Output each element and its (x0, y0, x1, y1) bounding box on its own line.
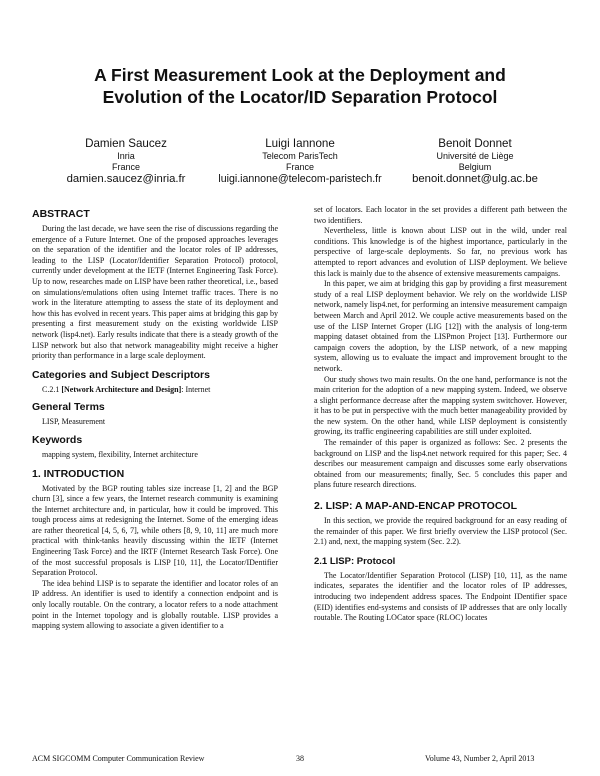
author-country: Belgium (458, 161, 492, 172)
section-2-paragraph: In this section, we provide the required background for an easy reading of the remainder of this paper. We first briefly overview the LISP protocol (Sec. 2.1) and, next, the mapping system (Sec. 2.2). (314, 516, 567, 547)
author-block-1 (26, 137, 226, 186)
intro-paragraph-5: In this paper, we aim at bridging this gap by providing a first measurement study of a real LISP deployment behavior. We rely on the worldwide LISP network, namely lisp4.net, for performing an intensive measurement campaign between March and April 2012. We couple active measurements based on the use of the LISP Internet Groper (LIG [12]) with the analysis of long-term mapping dataset obtained from the LISPmon Project [13]. Furthermore our campaign covers the adoption, by the LISP network, of a new mapping system, allowing us to evaluate the impact and improvement brought to the network. (314, 279, 567, 373)
intro-paragraph-2: The idea behind LISP is to separate the identifier and locator roles of an IP address. An identifier is used to identify a connection endpoint and is only locally routable. On the contrary, a locator refers to a node attachment point in the Internet topology and is globally routable. LISP provides a mapping system allowing to associate a given identifier to a (32, 578, 278, 631)
category-name: [Network Architecture and Design] (61, 384, 182, 394)
author-affiliation: Université de Liège (436, 151, 514, 161)
author-block-3 (375, 137, 575, 186)
author-email[interactable]: damien.saucez@inria.fr (66, 173, 186, 185)
abstract-heading: ABSTRACT (32, 208, 90, 220)
author-name: Benoit Donnet (438, 137, 512, 150)
intro-paragraph-1: Motivated by the BGP routing tables size increase [1, 2] and the BGP churn [3], since a few years, the Internet research community is examining the Internet architecture and, in particular, how it could be improved. This tough process aims at redesigning the Internet. Some of the emerging ideas are rather theoretical [4, 5, 6, 7], while others [8, 9, 10, 11] are much more practical with think-tanks heavily discussing within the IETF (Internet Engineering Task Force) and the IRTF (Internet Research Task Force). One of the most successful proposals is LISP [10, 11], the Locator/IDentifier Separation Protocol. (32, 483, 278, 578)
author-block-2 (200, 137, 400, 186)
keywords-text: mapping system, flexibility, Internet architecture (42, 449, 198, 459)
introduction-heading: 1. INTRODUCTION (32, 467, 125, 480)
author-name: Luigi Iannone (265, 137, 335, 150)
author-email[interactable]: benoit.donnet@ulg.ac.be (412, 173, 538, 185)
title-line-2: Evolution of the Locator/ID Separation Protocol (102, 87, 498, 107)
section-2-heading: 2. LISP: A MAP-AND-ENCAP PROTOCOL (314, 500, 518, 513)
intro-paragraph-3: set of locators. Each locator in the set provides a different path between the two identifiers. (314, 205, 567, 225)
author-affiliation: Telecom ParisTech (262, 151, 338, 161)
category-code: C.2.1 (42, 384, 60, 394)
section-2-1-paragraph: The Locator/Identifier Separation Protocol (LISP) [10, 11], as the name indicates, separates the identifier and the locator roles of IP addresses, introducing two independent address spaces. The Endpoint IDentifier space (EID) identifies end-systems and consists of IP addresses that are only locally routable. The Routing LOCator space (RLOC) locates (314, 570, 567, 623)
author-country: France (285, 161, 314, 172)
keywords-heading: Keywords (32, 433, 83, 446)
right-column (314, 205, 567, 624)
general-terms-heading: General Terms (32, 401, 105, 414)
author-country: France (111, 161, 140, 172)
author-affiliation: Inria (117, 151, 135, 161)
footer-page-number: 38 (296, 754, 304, 763)
footer-venue: ACM SIGCOMM Computer Communication Review (32, 754, 205, 763)
categories-heading: Categories and Subject Descriptors (32, 368, 210, 381)
author-email[interactable]: luigi.iannone@telecom-paristech.fr (218, 173, 382, 185)
abstract-text: During the last decade, we have seen the rise of discussions regarding the emergence of a Future Internet. One of the proposed approaches leverages on the separation of the identifier and the locator roles of IP addresses, leading to the LISP (Locator/Identifier Separation Protocol) protocol, currently under development at the IETF (Internet Engineering Task Force). Up to now, researches made on LISP have been rather theoretical, i.e., based on simulations/emulations often using Internet traffic traces. There is no work in the literature attempting to assess the state of its deployment and how this has evolved in recent years. This paper aims at bridging this gap by presenting a first measurement study on the existing worldwide LISP network (lisp4.net). Early results indicate that there is a steady growth of the LISP network but also that network manageability might receive a higher priority than performance in a large scale deployment. (32, 224, 278, 361)
title-line-1: A First Measurement Look at the Deployment and (94, 65, 506, 85)
footer-volume: Volume 43, Number 2, April 2013 (425, 754, 535, 763)
intro-paragraph-6: Our study shows two main results. On the one hand, performance is not the main criterion for the adoption of a new mapping system. Indeed, we observe a slight performance decrease after the mapping system switchover. However, it has to be put in perspective with the much better manageability provided by the new system. On the other hand, while LISP deployment is consistently growing, its traffic engineering capabilities are still under exploited. (314, 374, 567, 437)
categories-text (32, 385, 278, 396)
intro-paragraph-4: Nevertheless, little is known about LISP out in the wild, under real conditions. This knowledge is of the highest importance, particularly in the perspective of large-scale deployments. So far, no previous work has attempted to report advances and evolution of LISP deployment. We believe this lack is mainly due to the absence of extensive measurements campaigns. (314, 226, 567, 278)
general-terms-text: LISP, Measurement (42, 417, 106, 427)
category-subject: : Internet (181, 384, 211, 394)
intro-paragraph-7: The remainder of this paper is organized as follows: Sec. 2 presents the background on LISP and the lisp4.net network required for this paper; Sec. 4 describes our measurement campaign and discusses some early observations obtained from our measurements; finally, Sec. 5 concludes this paper and plans future research directions. (314, 438, 567, 490)
paper-title (40, 64, 560, 108)
author-name: Damien Saucez (85, 137, 167, 150)
section-2-1-heading: 2.1 LISP: Protocol (314, 555, 396, 567)
left-column (32, 208, 278, 632)
